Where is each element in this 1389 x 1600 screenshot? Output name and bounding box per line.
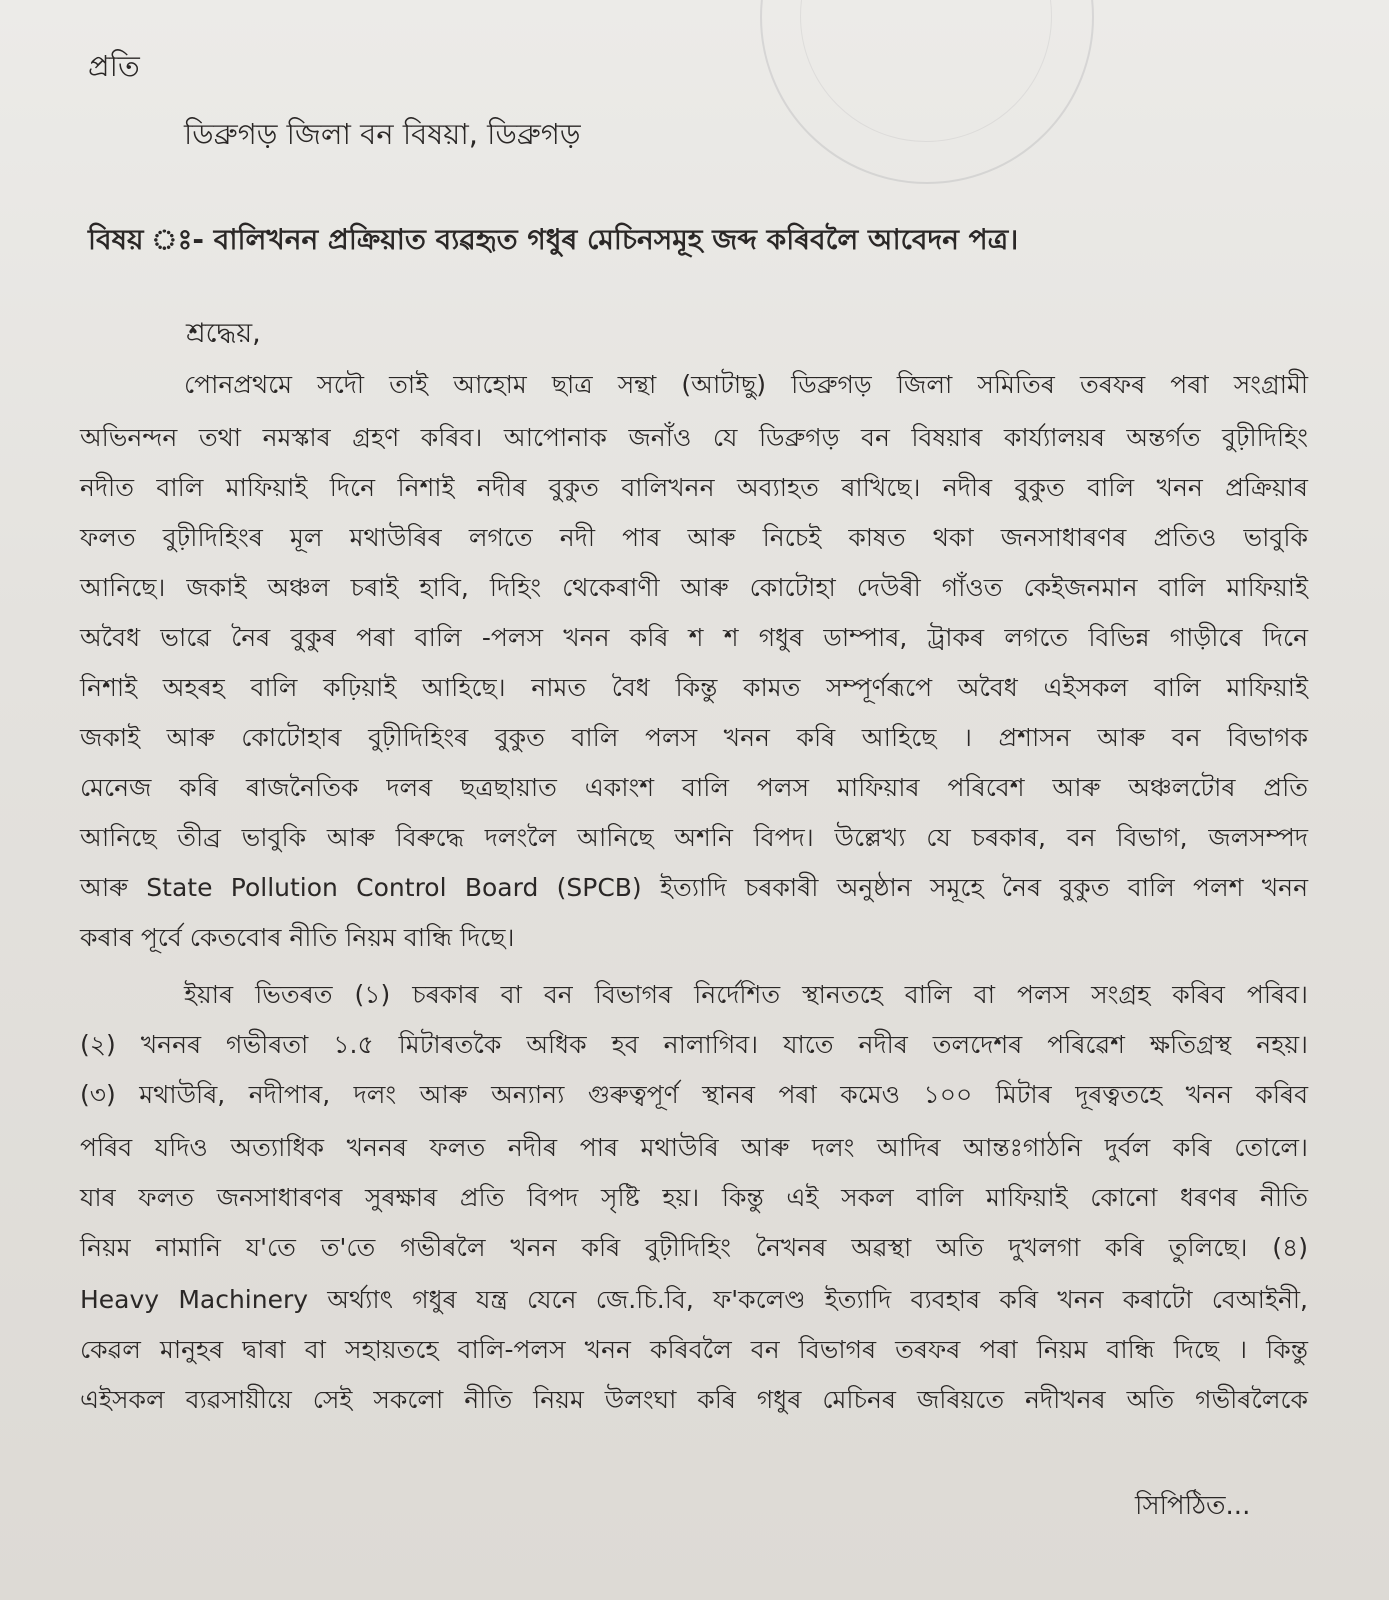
continued-overleaf: সিপিঠিত...	[1135, 1491, 1251, 1521]
paragraph-2-line: ইয়াৰ ভিতৰত (১) চৰকাৰ বা বন বিভাগৰ নিৰ্দেশিত স্থানতহে বালি বা পলস সংগ্ৰহ কৰিব পৰিব।	[184, 980, 1308, 1009]
paragraph-2-line: যাৰ ফলত জনসাধাৰণৰ সুৰক্ষাৰ প্ৰতি বিপদ সৃষ্টি হয়। কিন্তু এই সকল বালি মাফিয়াই কোনো ধৰণৰ নীতি	[80, 1183, 1308, 1212]
paragraph-2-line: এইসকল ব্যৱসায়ীয়ে সেই সকলো নীতি নিয়ম উলংঘা কৰি গধুৰ মেচিনৰ জৰিয়তে নদীখনৰ অতি গভীৰলৈকে	[80, 1385, 1308, 1414]
paragraph-1-line: অভিনন্দন তথা নমস্কাৰ গ্ৰহণ কৰিব। আপোনাক জনাঁও যে ডিব্ৰুগড় বন বিষয়াৰ কাৰ্য্যালয়ৰ অন্তৰ্গত বুঢ়ীদিহিং	[80, 423, 1308, 452]
paragraph-1-line: নিশাই অহৰহ বালি কঢ়িয়াই আহিছে। নামত বৈধ কিন্তু কামত সম্পূৰ্ণৰূপে অবৈধ এইসকল বালি মাফিয়াই	[80, 673, 1308, 702]
greeting: শ্ৰদ্ধেয়,	[186, 318, 261, 349]
paragraph-1-line: নদীত বালি মাফিয়াই দিনে নিশাই নদীৰ বুকুত বালিখনন অব্যাহত ৰাখিছে। নদীৰ বুকুত বালি খনন প্ৰক্ৰিয়াৰ	[80, 473, 1308, 502]
paragraph-1-line: ফলত বুঢ়ীদিহিংৰ মূল মথাউৰিৰ লগতে নদী পাৰ আৰু নিচেই কাষত থকা জনসাধাৰণৰ প্ৰতিও ভাবুকি	[80, 523, 1308, 552]
paragraph-2-line: (৩) মথাউৰি, নদীপাৰ, দলং আৰু অন্যান্য গুৰুত্বপূৰ্ণ স্থানৰ পৰা কমেও ১০০ মিটাৰ দূৰত্বতহে খনন কৰিব	[80, 1080, 1308, 1109]
paragraph-1-line: কৰাৰ পূৰ্বে কেতবোৰ নীতি নিয়ম বান্ধি দিছে।	[80, 923, 515, 952]
paragraph-1-line: অবৈধ ভাৱে নৈৰ বুকুৰ পৰা বালি -পলস খনন কৰি শ শ গধুৰ ডাম্পাৰ, ট্ৰাকৰ লগতে বিভিন্ন গাড়ীৰে দিনে	[80, 623, 1308, 652]
paragraph-1-line: আনিছে। জকাই অঞ্চল চৰাই হাবি, দিহিং থেকেৰাণী আৰু কোটোহা দেউৰী গাঁওত কেইজনমান বালি মাফিয়াই	[80, 573, 1308, 602]
paragraph-2-line: (২) খননৰ গভীৰতা ১.৫ মিটাৰতকৈ অধিক হব নালাগিব। যাতে নদীৰ তলদেশৰ পৰিৱেশ ক্ষতিগ্ৰস্থ নহয়।	[80, 1030, 1308, 1059]
paragraph-1-line: আনিছে তীব্ৰ ভাবুকি আৰু বিৰুদ্ধে দলংলৈ আনিছে অশনি বিপদ। উল্লেখ্য যে চৰকাৰ, বন বিভাগ, জলসম্পদ	[80, 823, 1308, 852]
to-label: প্ৰতি	[88, 49, 140, 83]
paragraph-1-line: জকাই আৰু কোটোহাৰ বুঢ়ীদিহিংৰ বুকুত বালি পলস খনন কৰি আহিছে । প্ৰশাসন আৰু বন বিভাগক	[80, 723, 1308, 752]
subject-line: বিষয় ঃ- বালিখনন প্ৰক্ৰিয়াত ব্যৱহৃত গধুৰ মেচিনসমূহ জব্দ কৰিবলৈ আবেদন পত্ৰ।	[88, 223, 1019, 256]
paragraph-1-line: পোনপ্ৰথমে সদৌ তাই আহোম ছাত্ৰ সন্থা (আটাছু) ডিব্ৰুগড় জিলা সমিতিৰ তৰফৰ পৰা সংগ্ৰামী	[184, 370, 1308, 399]
addressee: ডিব্ৰুগড় জিলা বন বিষয়া, ডিব্ৰুগড়	[184, 117, 581, 151]
paragraph-1-line: মেনেজ কৰি ৰাজনৈতিক দলৰ ছত্ৰছায়াত একাংশ বালি পলস মাফিয়াৰ পৰিবেশ আৰু অঞ্চলটোৰ প্ৰতি	[80, 773, 1308, 802]
paragraph-2-line: পৰিব যদিও অত্যাধিক খননৰ ফলত নদীৰ পাৰ মথাউৰি আৰু দলং আদিৰ আন্তঃগাঠনি দুৰ্বল কৰি তোলে।	[80, 1133, 1308, 1162]
paragraph-2-line: নিয়ম নামানি য'তে ত'তে গভীৰলৈ খনন কৰি বুঢ়ীদিহিং নৈখনৰ অৱস্থা অতি দুখলগা কৰি তুলিছে। (৪)	[80, 1233, 1308, 1262]
paragraph-1-line: আৰু State Pollution Control Board (SPCB) ইত্যাদি চৰকাৰী অনুষ্ঠান সমূহে নৈৰ বুকুত বালি পলশ খনন	[80, 873, 1308, 902]
paragraph-2-line: কেৱল মানুহৰ দ্বাৰা বা সহায়তহে বালি-পলস খনন কৰিবলৈ বন বিভাগৰ তৰফৰ পৰা নিয়ম বান্ধি দিছে । কিন্তু	[80, 1335, 1308, 1364]
paragraph-2-line: Heavy Machinery অৰ্থ্যাৎ গধুৰ যন্ত্ৰ যেনে জে.চি.বি, ফ'কলেণ্ড ইত্যাদি ব্যবহাৰ কৰি খনন কৰাটো বেআইনী,	[80, 1285, 1308, 1314]
